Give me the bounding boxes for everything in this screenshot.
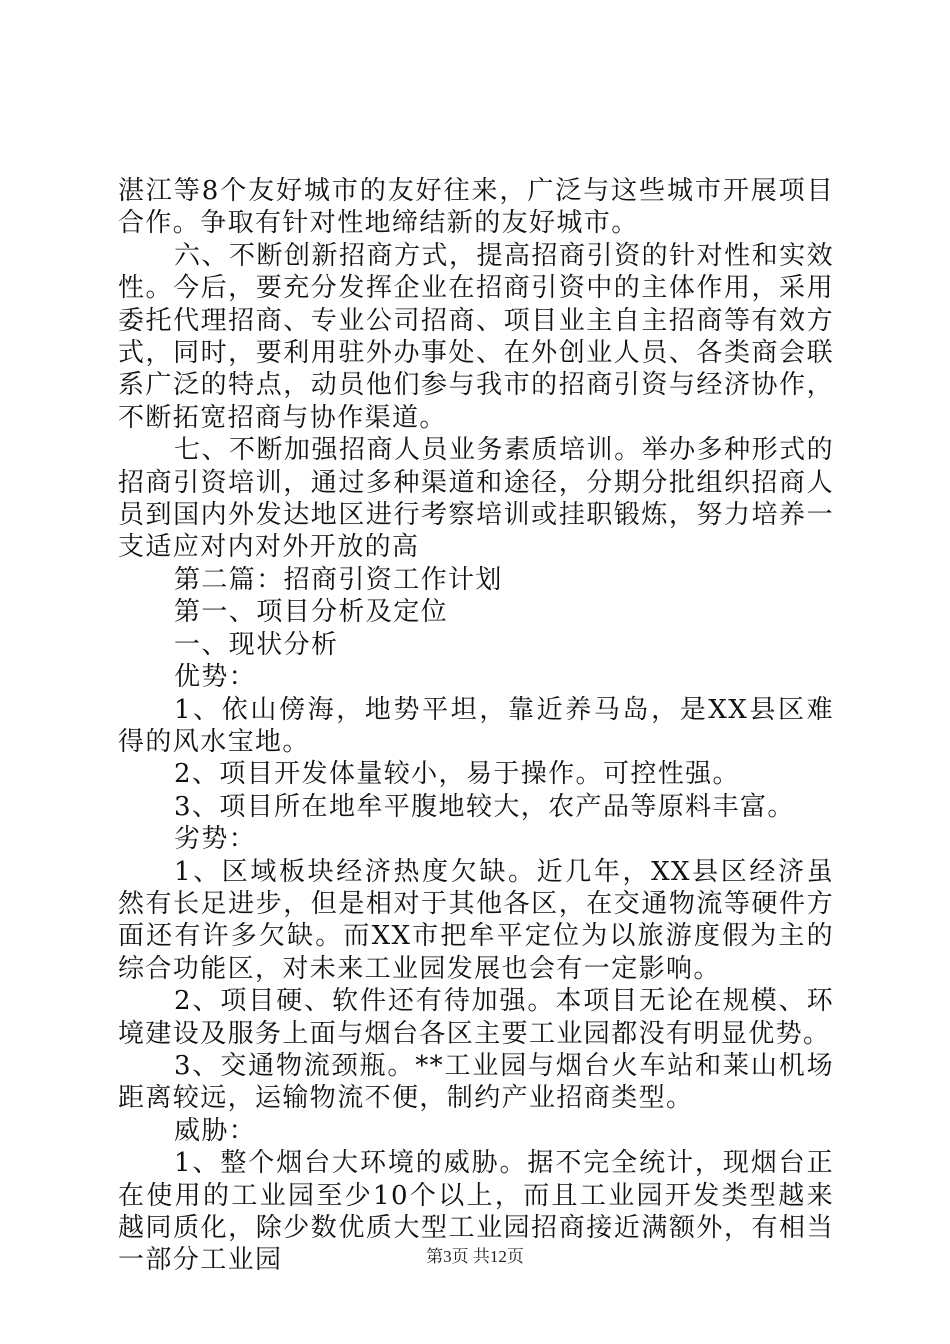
subsection-heading: 一、现状分析: [174, 629, 339, 660]
threat-item: 1、整个烟台大环境的威胁。据不完全统计，现烟台正在使用的工业园至少10个以上，而且工业园开发类型越来越同质化，除少数优质大型工业园招商接近满额外，有相当一部分工业园: [118, 1148, 834, 1276]
strength-item: 1、依山傍海，地势平坦，靠近养马岛，是XX县区难得的风水宝地。: [118, 694, 834, 757]
section-title: 第二篇：招商引资工作计划: [174, 564, 503, 595]
paragraph-six: 六、不断创新招商方式，提高招商引资的针对性和实效性。今后，要充分发挥企业在招商引资中的主体作用，采用委托代理招商、专业公司招商、项目业主自主招商等有效方式，同时，要利用驻外办事处、在外创业人员、各类商会联系广泛的特点，动员他们参与我市的招商引资与经济协作，不断拓宽招商与协作渠道。: [118, 240, 834, 433]
strengths-heading: 优势：: [174, 662, 257, 693]
subsection-title: 第一、项目分析及定位: [174, 597, 449, 628]
strength-item: 3、项目所在地牟平腹地较大，农产品等原料丰富。: [174, 791, 795, 822]
weaknesses-heading: 劣势：: [174, 824, 257, 855]
paragraph-seven: 七、不断加强招商人员业务素质培训。举办多种形式的招商引资培训，通过多种渠道和途径，分期分批组织招商人员到国内外发达地区进行考察培训或挂职锻炼，努力培养一支适应对内对外开放的高: [118, 435, 834, 563]
strength-item: 2、项目开发体量较小，易于操作。可控性强。: [174, 759, 740, 790]
page-footer: [0, 1242, 950, 1267]
weakness-item: 3、交通物流颈瓶。**工业园与烟台火车站和莱山机场距离较远，运输物流不便，制约产业招商类型。: [118, 1050, 834, 1114]
weakness-item: 2、项目硬、软件还有待加强。本项目无论在规模、环境建设及服务上面与烟台各区主要工业园都没有明显优势。: [118, 986, 834, 1049]
document-body: [118, 175, 834, 1277]
paragraph-continued: 湛江等8个友好城市的友好往来，广泛与这些城市开展项目合作。争取有针对性地缔结新的友好城市。: [118, 176, 834, 239]
page-number: 第3页: [426, 1247, 469, 1266]
threats-heading: 威胁：: [174, 1115, 257, 1146]
weakness-item: 1、区域板块经济热度欠缺。近几年，XX县区经济虽然有长足进步，但是相对于其他各区，在交通物流等硬件方面还有许多欠缺。而XX市把牟平定位为以旅游度假为主的综合功能区，对未来工业园发展也会有一定影响。: [118, 856, 834, 984]
page-total: 共12页: [472, 1247, 524, 1266]
